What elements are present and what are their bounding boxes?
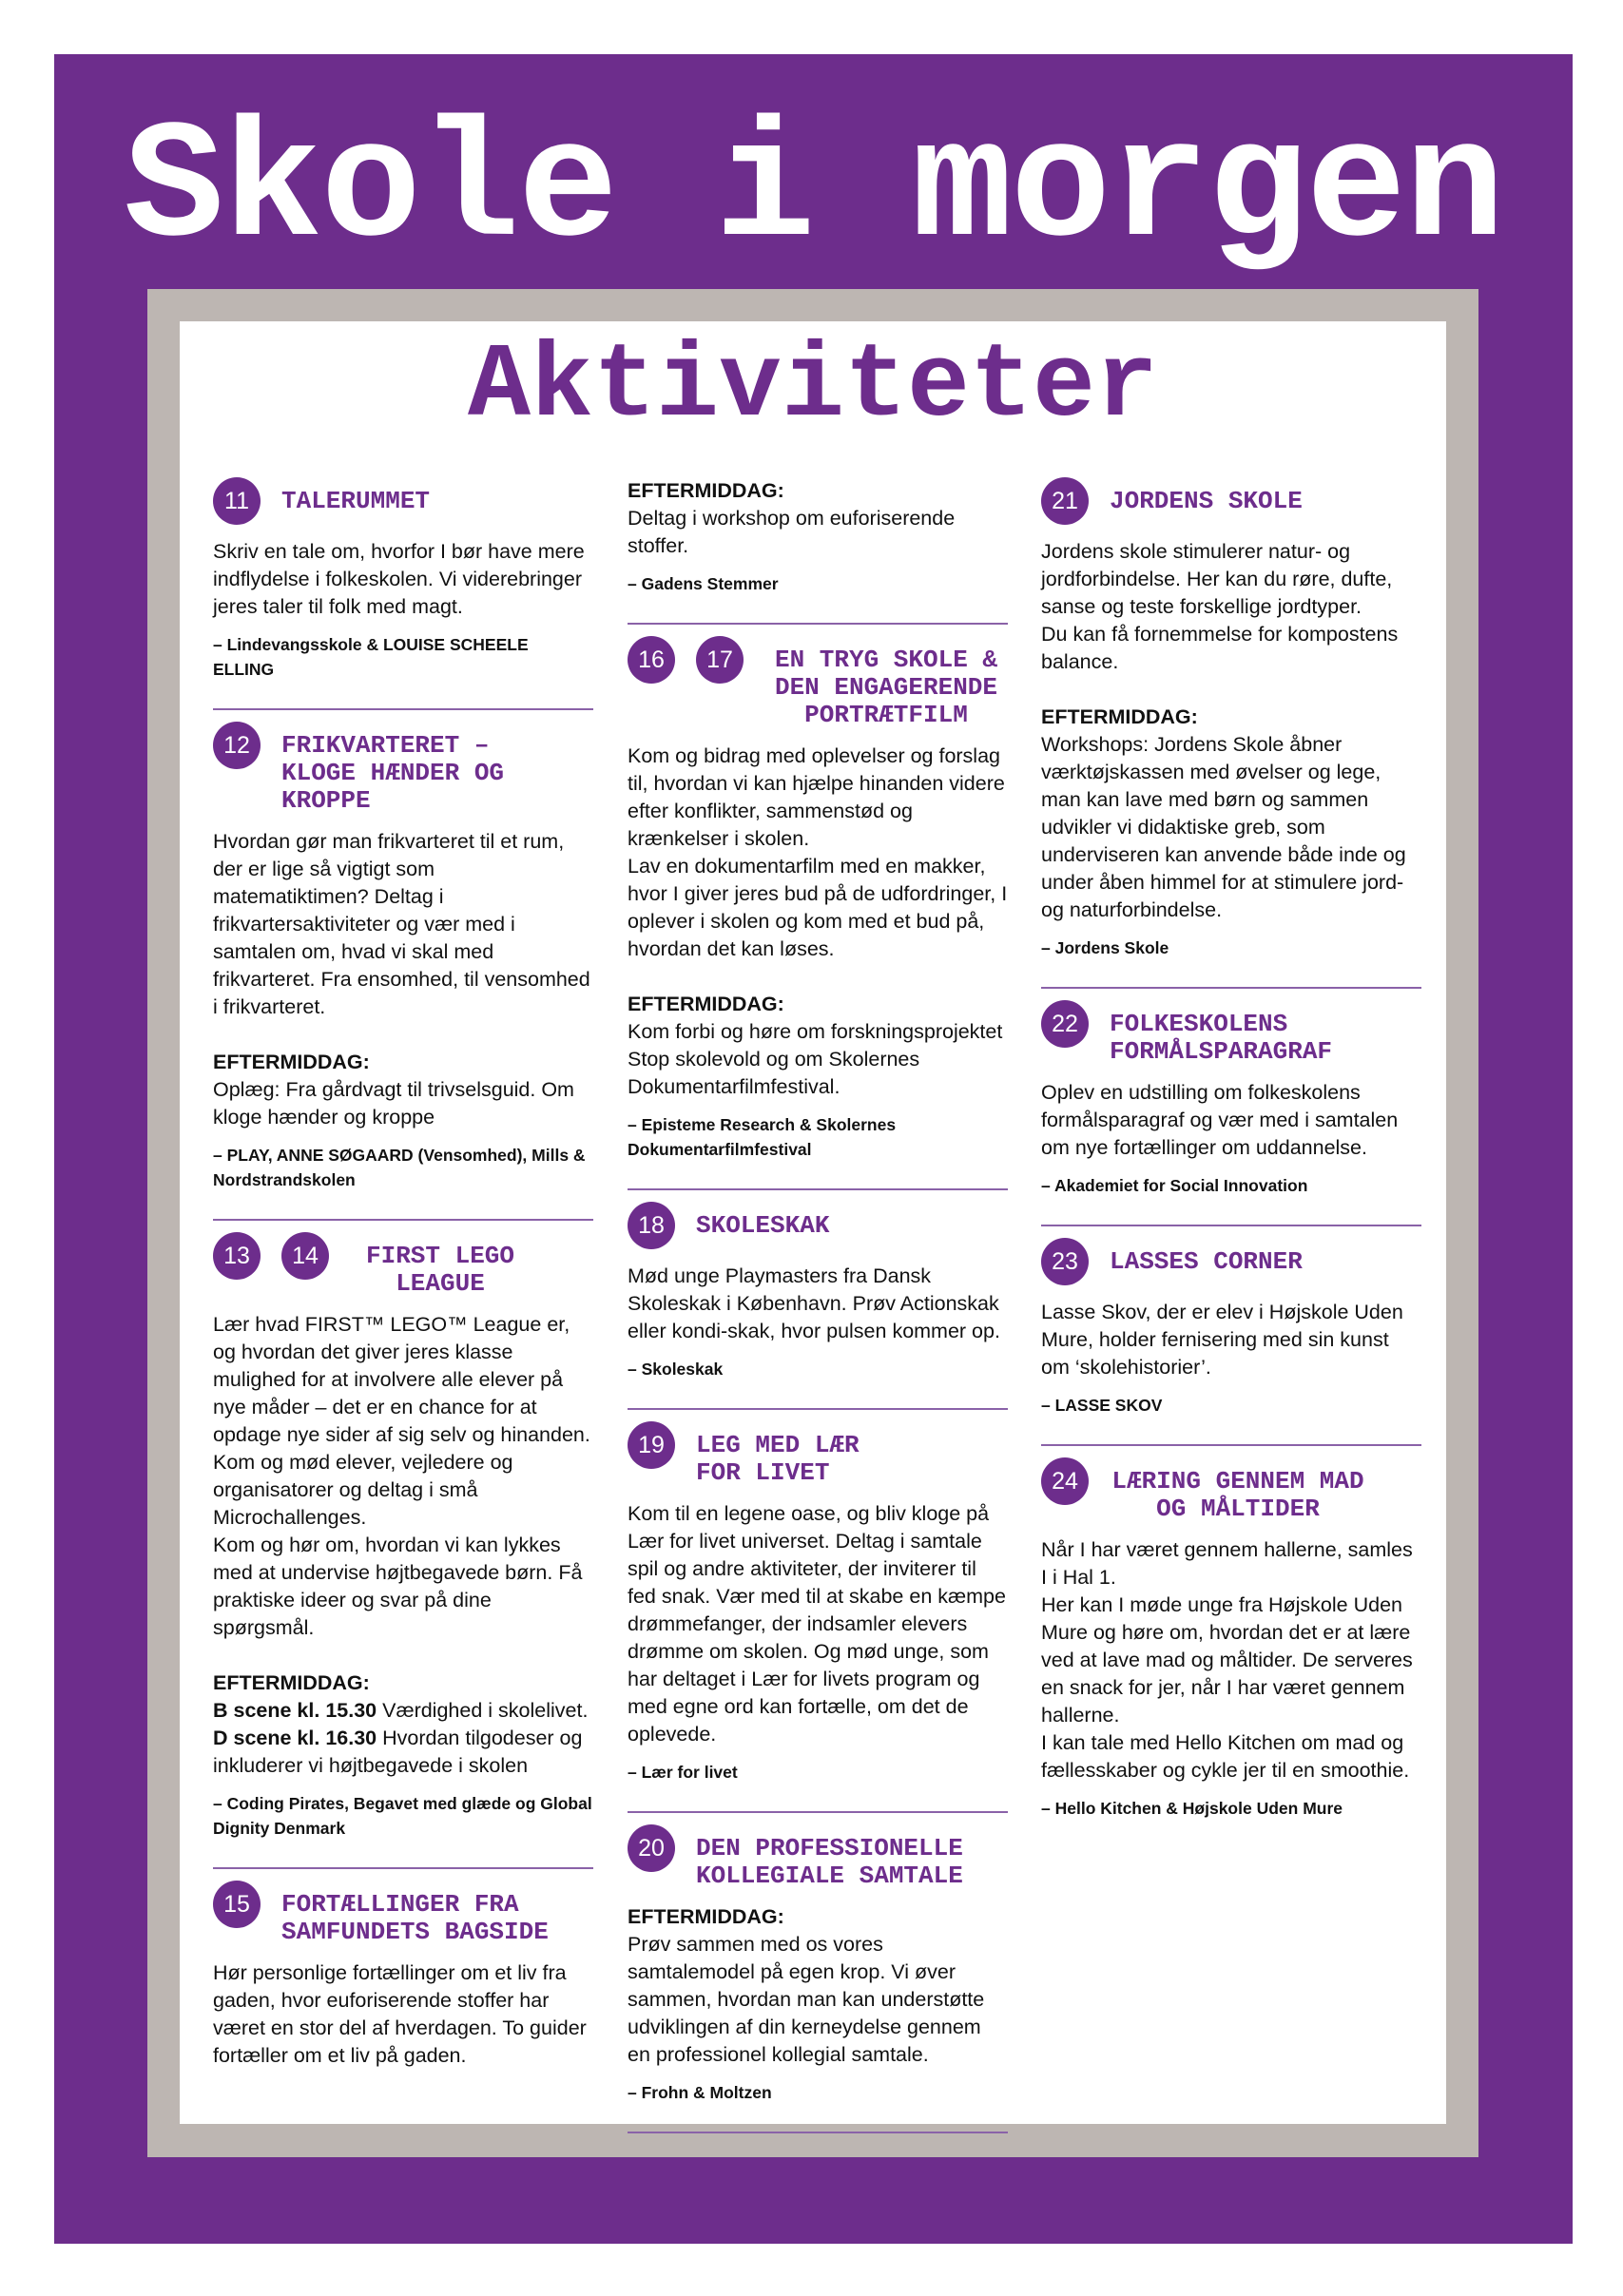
activity-title: EN TRYG SKOLE & DEN ENGAGERENDE PORTRÆTFILM <box>774 646 998 729</box>
activity-21 <box>1041 466 1421 987</box>
activity-description-continued: Lav en dokumentarfilm med en makker, hvor I giver jeres bud på de udfordringer, I oplever i skolen og kom med et bud på, hvordan det kan løses. <box>628 855 1008 960</box>
activity-description: Lasse Skov, der er elev i Højskole Uden Mure, holder fernisering med sin kunst om ‘skolehistorier’. <box>1041 1301 1403 1379</box>
activity-description: Hør personlige fortællinger om et liv fra gaden, hvor euforiserende stoffer har været en stor del af hverdagen. To guider fortæller om et liv på gaden. <box>213 1961 587 2067</box>
activity-number-badge: 19 <box>628 1421 675 1469</box>
afternoon-label: EFTERMIDDAG: <box>213 1051 370 1073</box>
activity-20 <box>628 1811 1008 2132</box>
activity-number-badge: 24 <box>1041 1457 1089 1505</box>
activity-description: Jordens skole stimulerer natur- og jordforbindelse. Her kan du røre, dufte, sanse og teste forskellige jordtyper. <box>1041 540 1393 618</box>
activity-title: DEN PROFESSIONELLE KOLLEGIALE SAMTALE <box>696 1834 963 1890</box>
activity-credit: – Skoleskak <box>628 1360 724 1379</box>
activity-description: Oplev en udstilling om folkeskolens formålsparagraf og vær med i samtalen om nye fortællinger om uddannelse. <box>1041 1081 1399 1159</box>
activity-title: TALERUMMET <box>281 487 431 515</box>
activity-title: FRIKVARTERET – KLOGE HÆNDER OG KROPPE <box>281 731 505 815</box>
activity-number-badge: 23 <box>1041 1238 1089 1285</box>
activity-number-badge: 11 <box>213 477 261 525</box>
activity-number-badge: 12 <box>213 722 261 769</box>
activity-credit: – Lindevangsskole & LOUISE SCHEELE ELLING <box>213 635 529 679</box>
activity-description: Lær hvad FIRST™ LEGO™ League er, og hvordan det giver jeres klasse mulighed for at involvere alle elever på nye måder – det er en chance for at opdage nye sider af sig selv og hinanden. Kom og mød elever, vejledere og organisatorer og deltag i små Microchallenges. <box>213 1313 590 1529</box>
activity-description: Kom og bidrag med oplevelser og forslag til, hvordan vi kan hjælpe hinanden videre efter konflikter, sammenstød og krænkelser i skolen. <box>628 744 1005 850</box>
activity-credit: – Lær for livet <box>628 1763 738 1782</box>
afternoon-label: EFTERMIDDAG: <box>1041 705 1198 728</box>
activity-number-badge: 13 <box>213 1232 261 1280</box>
activity-description-continued: Du kan få fornemmelse for kompostens balance. <box>1041 623 1399 673</box>
schedule-time: B scene kl. 15.30 <box>213 1699 377 1722</box>
activity-title: LÆRING GENNEM MAD OG MÅLTIDER <box>1111 1467 1364 1523</box>
activity-title: LEG MED LÆR FOR LIVET <box>696 1431 860 1487</box>
activity-19 <box>628 1408 1008 1811</box>
afternoon-description: Oplæg: Fra gårdvagt til trivselsguid. Om kloge hænder og kroppe <box>213 1078 574 1129</box>
activity-credit: – Coding Pirates, Begavet med glæde og Global Dignity Denmark <box>213 1794 592 1838</box>
activity-credit: – LASSE SKOV <box>1041 1396 1163 1415</box>
activity-number-badge: 20 <box>628 1824 675 1872</box>
activity-number-badge: 21 <box>1041 477 1089 525</box>
afternoon-label: EFTERMIDDAG: <box>628 993 784 1015</box>
activity-11 <box>213 466 593 708</box>
afternoon-description: Workshops: Jordens Skole åbner værktøjskassen med øvelser og lege, man kan lave med børn og sammen udvikler vi didaktiske greb, som underviseren kan anvende både inde og under åben himmel for at stimulere jord- og naturforbindelse. <box>1041 733 1406 921</box>
activity-title: LASSES CORNER <box>1110 1247 1303 1276</box>
activity-18 <box>628 1188 1008 1408</box>
schedule-b-scene <box>213 1697 593 1725</box>
activity-description-continued: I kan tale med Hello Kitchen om mad og fællesskaber og cykle jer til en smoothie. <box>1041 1731 1410 1782</box>
activity-12 <box>213 708 593 1219</box>
activity-number-badge: 18 <box>628 1202 675 1249</box>
activity-credit: – Akademiet for Social Innovation <box>1041 1176 1308 1195</box>
activity-credit: – PLAY, ANNE SØGAARD (Vensomhed), Mills & Nordstrandskolen <box>213 1146 586 1189</box>
activity-number-badge: 14 <box>281 1232 329 1280</box>
activity-description: Mød unge Playmasters fra Dansk Skoleskak i København. Prøv Actionskak eller kondi-skak, hvor pulsen kommer op. <box>628 1264 1000 1342</box>
afternoon-label: EFTERMIDDAG: <box>628 1905 784 1928</box>
afternoon-description: Deltag i workshop om euforiserende stoffer. <box>628 507 956 557</box>
column-1 <box>213 466 593 2075</box>
schedule-text: Værdighed i skolelivet. <box>382 1699 589 1722</box>
activity-22 <box>1041 987 1421 1225</box>
activity-15-continued <box>628 466 1008 623</box>
activity-credit: – Frohn & Moltzen <box>628 2083 772 2102</box>
schedule-text: Hvordan tilgodeser og inkluderer vi højtbegavede i skolen <box>213 1727 583 1777</box>
activity-description-continued: Her kan I møde unge fra Højskole Uden Mure og høre om, hvordan det er at lære ved at lave mad og måltider. De serveres en snack for jer, når I har været gennem hallerne. <box>1041 1593 1413 1727</box>
activity-24 <box>1041 1444 1421 1847</box>
afternoon-description: Kom forbi og høre om forskningsprojektet Stop skolevold og om Skolernes Dokumentarfilmfestival. <box>628 1020 1003 1098</box>
column-end-divider <box>628 2132 1008 2133</box>
activity-number-badge: 16 <box>628 636 675 684</box>
activity-13-14 <box>213 1219 593 1867</box>
activity-23 <box>1041 1225 1421 1444</box>
activity-description: Skriv en tale om, hvorfor I bør have mere indflydelse i folkeskolen. Vi viderebringer jeres taler til folk med magt. <box>213 540 585 618</box>
section-title: Aktiviteter <box>467 328 1159 447</box>
page-title: Skole i morgen <box>124 94 1503 284</box>
activity-credit: – Hello Kitchen & Højskole Uden Mure <box>1041 1799 1343 1818</box>
column-3 <box>1041 466 1421 1847</box>
activity-description: Hvordan gør man frikvarteret til et rum, der er lige så vigtigt som matematiktimen? Deltag i frikvartersaktiviteter og vær med i samtalen om, hvad vi skal med frikvarteret. Fra ensomhed, til vensomhed i frikvarteret. <box>213 830 590 1018</box>
activity-credit: – Episteme Research & Skolernes Dokumentarfilmfestival <box>628 1115 897 1159</box>
schedule-time: D scene kl. 16.30 <box>213 1727 377 1749</box>
activity-credit: – Gadens Stemmer <box>628 574 779 593</box>
activity-16-17 <box>628 623 1008 1188</box>
activity-description: Kom til en legene oase, og bliv kloge på Lær for livet universet. Deltag i samtale spil og andre aktiviteter, der inviterer til fed snak. Vær med til at skabe en kæmpe drømmefanger, der indsamler elevers drømme om skolen. Og mød unge, som har deltaget i Lær for livets program og med egne ord kan fortælle, om det de oplevede. <box>628 1502 1006 1746</box>
activity-title: FIRST LEGO LEAGUE <box>365 1242 515 1298</box>
activity-title: FORTÆLLINGER FRA SAMFUNDETS BAGSIDE <box>281 1890 549 1946</box>
activity-15 <box>213 1867 593 2075</box>
afternoon-description: Prøv sammen med os vores samtalemodel på egen krop. Vi øver sammen, hvordan man kan understøtte udviklingen af din kerneydelse gennem en professionel kollegial samtale. <box>628 1933 985 2066</box>
afternoon-label: EFTERMIDDAG: <box>628 479 784 502</box>
activity-title: SKOLESKAK <box>696 1211 830 1240</box>
activity-number-badge: 15 <box>213 1881 261 1928</box>
activity-number-badge: 22 <box>1041 1000 1089 1048</box>
activity-description-continued: Kom og hør om, hvordan vi kan lykkes med at undervise højtbegavede børn. Få praktiske ideer og svar på dine spørgsmål. <box>213 1534 583 1639</box>
activity-credit: – Jordens Skole <box>1041 938 1169 957</box>
activity-number-badge: 17 <box>696 636 744 684</box>
activity-title: JORDENS SKOLE <box>1110 487 1303 515</box>
column-2 <box>628 466 1008 2133</box>
activity-description: Når I har været gennem hallerne, samles I i Hal 1. <box>1041 1538 1413 1589</box>
schedule-d-scene <box>213 1725 593 1780</box>
afternoon-label: EFTERMIDDAG: <box>213 1671 370 1694</box>
activity-title: FOLKESKOLENS FORMÅLSPARAGRAF <box>1110 1010 1333 1066</box>
